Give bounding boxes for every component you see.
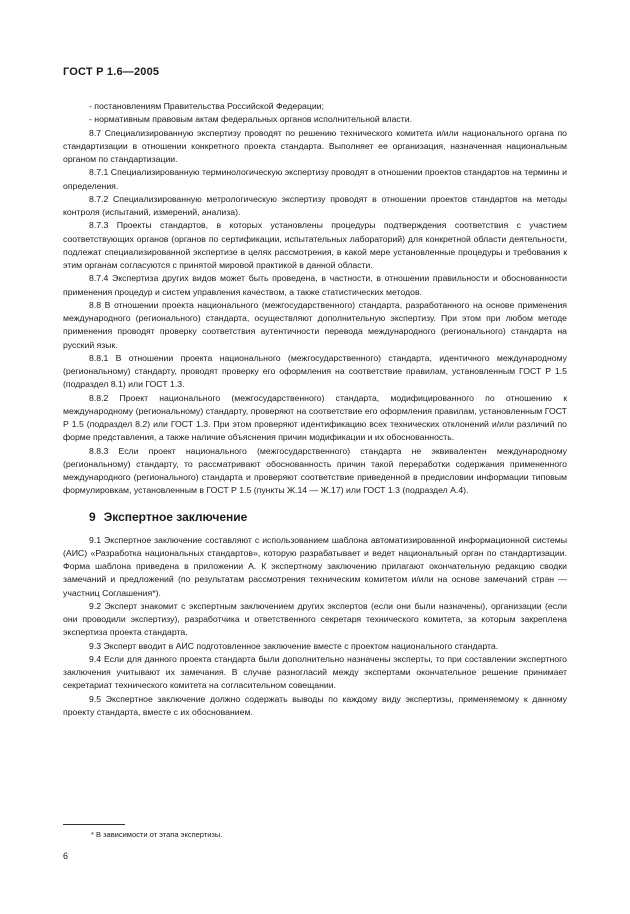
footnote: * В зависимости от этапа экспертизы.	[91, 830, 223, 839]
paragraph: 8.7.2 Специализированную метрологическую экспертизу проводят в отношении проектов стандартов на методы контроля (испытаний, измерений, анализа).	[63, 193, 567, 217]
paragraph: 9.2 Эксперт знакомит с экспертным заключением других экспертов (если они были назначены), организации (если они проводили экспертизу), разработчика и ответственного секретаря технического комитета, за которым закреплена экспертиза проекта стандарта.	[63, 600, 567, 638]
paragraph: 8.7.1 Специализированную терминологическую экспертизу проводят в отношении проектов стандартов на термины и определения.	[63, 167, 567, 191]
document-code: ГОСТ Р 1.6—2005	[63, 66, 160, 78]
body-text	[63, 100, 567, 719]
paragraph: 8.7.4 Экспертиза других видов может быть проведена, в частности, в отношении правильности и обоснованности применения процедур и систем управления качеством, а также статистических методов.	[63, 273, 567, 297]
page-number: 6	[63, 851, 69, 861]
paragraph: 9.5 Экспертное заключение должно содержать выводы по каждому виду экспертизы, применяемому к данному проекту стандарта, вместе с их обоснованием.	[63, 693, 567, 717]
paragraph: 9.3 Эксперт вводит в АИС подготовленное заключение вместе с проектом национального стандарта.	[89, 640, 499, 651]
paragraph: 9.1 Экспертное заключение составляют с использованием шаблона автоматизированной информационной системы (АИС) «Разработка национальных стандартов», которую разрабатывает и ведет национальный орган по стандартизации. Форма шаблона приведена в приложении А. К экспертному заключению прилагают окончательную редакцию сводки замечаний и предложений (по результатам рассмотрения техническим комитетом и/или на основе замечаний стран — участниц Соглашения*).	[63, 534, 567, 598]
paragraph: 8.8 В отношении проекта национального (межгосударственного) стандарта, разработанного на основе применения международного (регионального) стандарта, осуществляют дополнительную экспертизу. При этом при любом методе применения проводят проверку соответствия аутентичности перевода международного (регионального) стандарта на русский язык.	[63, 299, 567, 350]
paragraph: 9.4 Если для данного проекта стандарта были дополнительно назначены эксперты, то при составлении экспертного заключения учитывают их замечания. В случае разногласий между экспертами окончательное решение принимает секретариат технического комитета на согласительном совещании.	[63, 653, 567, 691]
paragraph: - постановлениям Правительства Российской Федерации;	[89, 101, 324, 111]
section-heading	[89, 509, 567, 525]
paragraph: 8.7.3 Проекты стандартов, в которых установлены процедуры подтверждения соответствия с участием соответствующих органов (органов по сертификации, испытательных лабораторий) для конкретной области деятельности, подлежат специализированной экспертизе в целях рассмотрения, в какой мере установленные процедуры и требования к этим органам согласуются с принятой мировой практикой в данной области.	[63, 220, 567, 270]
paragraph: 8.8.3 Если проект национального (межгосударственного) стандарта не эквивалентен международному (региональному) стандарту, то рассматривают обоснованность причин такой переработки содержания примененного международного (регионального) стандарта и проверяют соответствие приведенной в предисловии информации типовым формулировкам, установленным в ГОСТ Р 1.5 (пункты Ж.14 — Ж.17) или ГОСТ 1.3 (подраздел А.4).	[63, 445, 567, 496]
section-title: Экспертное заключение	[103, 509, 248, 524]
section-number: 9	[89, 509, 96, 524]
paragraph: 8.7 Специализированную экспертизу проводят по решению технического комитета и/или национального органа по стандартизации в отношении конкретного проекта стандарта. Выполняет ее организация, назначенная национальным органом по стандартизации.	[63, 127, 567, 164]
paragraph: 8.8.2 Проект национального (межгосударственного) стандарта, модифицированного по отношению к международному (региональному) стандарту, проверяют на соответствие его оформления правилам, установленным ГОСТ Р 1.5 (подраздел 8.2) или ГОСТ 1.3. При этом проверяют идентификацию всех технических отклонений и/или различий по форме представления, а также наличие объяснения причин модификации и их обоснованность.	[63, 392, 567, 443]
paragraph: 8.8.1 В отношении проекта национального (межгосударственного) стандарта, идентичного международному (региональному) стандарту, проводят проверку его оформления на соответствие правилам, установленным ГОСТ Р 1.5 (подраздел 8.1) или ГОСТ 1.3.	[63, 352, 567, 390]
paragraph: - нормативным правовым актам федеральных органов исполнительной власти.	[89, 114, 413, 125]
footnote-divider	[63, 824, 125, 825]
